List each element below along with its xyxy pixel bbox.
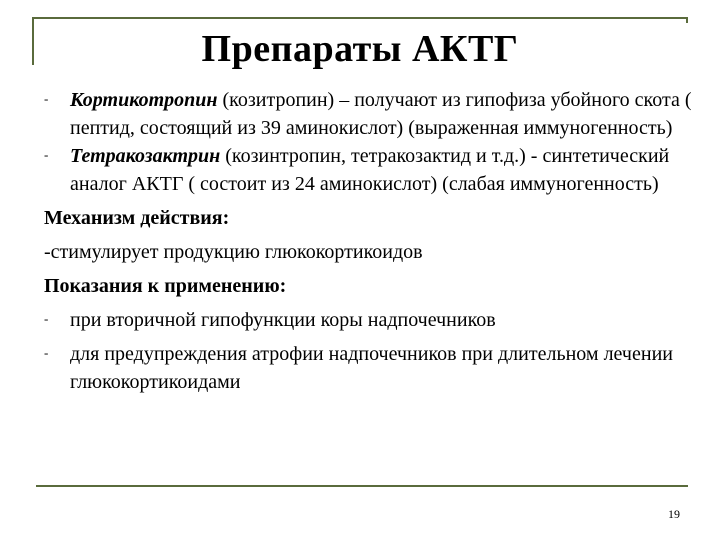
bullet-dash: -	[44, 311, 49, 326]
indication-item	[44, 340, 694, 396]
bullet-dash: -	[44, 147, 49, 162]
bullet-dash: -	[44, 345, 49, 360]
frame-top-line	[32, 17, 688, 19]
bullet-tetracosactrin	[44, 142, 694, 198]
indication-text: при вторичной гипофункции коры надпочечников	[70, 309, 496, 331]
slide-title: Препараты АКТГ	[201, 28, 519, 70]
drug-term: Кортикотропин	[70, 89, 218, 111]
frame-bottom-line	[36, 485, 688, 487]
drug-description: (козитропин) – получают из гипофиза убойного скота ( пептид, состоящий из 39 аминокислот) (выраженная иммуногенность)	[70, 89, 692, 139]
bullet-corticotropin	[44, 86, 694, 142]
mechanism-heading: Механизм действия:	[44, 207, 230, 229]
indication-item	[44, 306, 694, 334]
frame-right-line	[686, 17, 688, 23]
page-number: 19	[668, 507, 680, 521]
drug-description: (козинтропин, тетракозактид и т.д.) - синтетический аналог АКТГ ( состоит из 24 аминокислот) (слабая иммуногенность)	[70, 145, 670, 195]
bullet-dash: -	[44, 91, 49, 106]
slide-content	[44, 86, 694, 396]
drug-term: Тетракозактрин	[70, 145, 221, 167]
indication-text: для предупреждения атрофии надпочечников при длительном лечении глюкокортикоидами	[70, 343, 673, 393]
indications-heading: Показания к применению:	[44, 275, 287, 297]
mechanism-text: -стимулирует продукцию глюкокортикоидов	[44, 241, 423, 263]
